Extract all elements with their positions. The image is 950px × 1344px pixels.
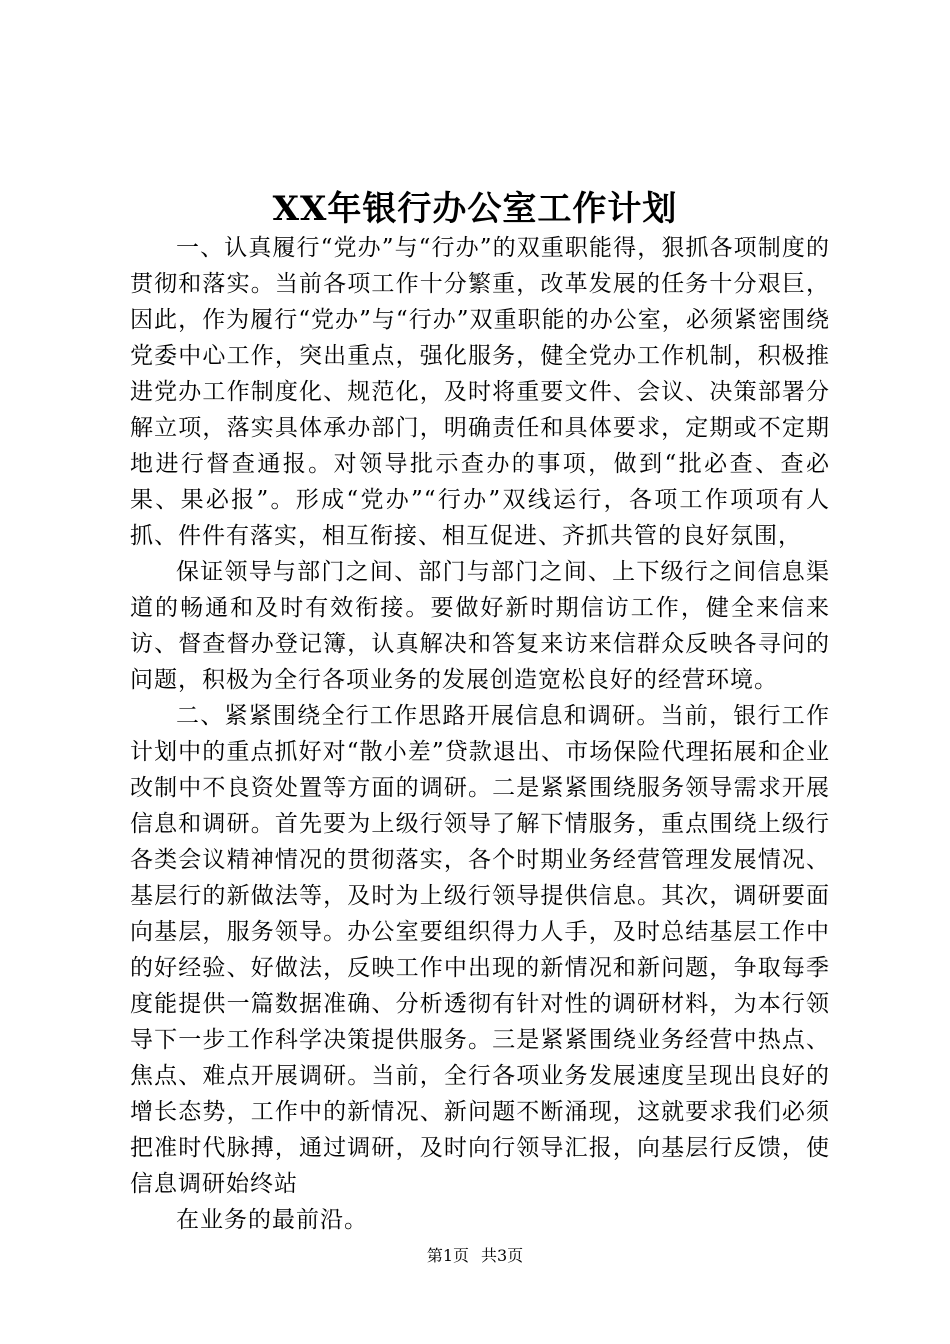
paragraph-2: 保证领导与部门之间、部门与部门之间、上下级行之间信息渠道的畅通和及时有效衔接。要做好新时期信访工作，健全来信来访、督查督办登记簿，认真解决和答复来访来信群众反映各寻问的问题，积极为全行各项业务的发展创造宽松良好的经营环境。 (130, 559, 830, 693)
page-total: 共3页 (481, 1246, 524, 1265)
page-number: 第1页 (426, 1246, 469, 1265)
paragraph-3: 二、紧紧围绕全行工作思路开展信息和调研。当前，银行工作计划中的重点抓好对“散小差”贷款退出、市场保险代理拓展和企业改制中不良资处置等方面的调研。二是紧紧围绕服务领导需求开展信息和调研。首先要为上级行领导了解下情服务，重点围绕上级行各类会议精神情况的贯彻落实，各个时期业务经营管理发展情况、基层行的新做法等，及时为上级行领导提供信息。其次，调研要面向基层，服务领导。办公室要组织得力人手，及时总结基层工作中的好经验、好做法，反映工作中出现的新情况和新问题，争取每季度能提供一篇数据准确、分析透彻有针对性的调研材料，为本行领导下一步工作科学决策提供服务。三是紧紧围绕业务经营中热点、焦点、难点开展调研。当前，全行各项业务发展速度呈现出良好的增长态势，工作中的新情况、新问题不断涌现，这就要求我们必须把准时代脉搏，通过调研，及时向行领导汇报，向基层行反馈，使信息调研始终站 (130, 703, 830, 1197)
document-body (130, 230, 830, 1238)
paragraph-4: 在业务的最前沿。 (176, 1207, 368, 1233)
document-title: XX年银行办公室工作计划 (272, 189, 678, 229)
page-footer (0, 1244, 950, 1268)
paragraph-1: 一、认真履行“党办”与“行办”的双重职能得，狠抓各项制度的贯彻和落实。当前各项工作十分繁重，改革发展的任务十分艰巨，因此，作为履行“党办”与“行办”双重职能的办公室，必须紧密围绕党委中心工作，突出重点，强化服务，健全党办工作机制，积极推进党办工作制度化、规范化，及时将重要文件、会议、决策部署分解立项，落实具体承办部门，明确责任和具体要求，定期或不定期地进行督查通报。对领导批示查办的事项，做到“批必查、查必果、果必报”。形成“党办”“行办”双线运行，各项工作项项有人抓、件件有落实，相互衔接、相互促进、齐抓共管的良好氛围， (130, 235, 830, 549)
